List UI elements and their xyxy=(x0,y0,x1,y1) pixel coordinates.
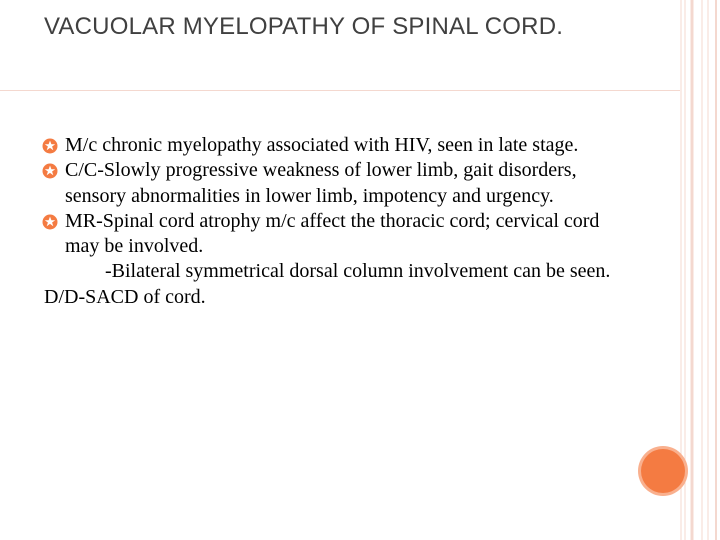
star-icon xyxy=(42,163,58,179)
bullet-text: C/C-Slowly progressive weakness of lower limb, gait disorders, sensory abnormalities in lower limb, impotency and urgency. xyxy=(65,159,577,207)
bullet-item xyxy=(44,133,624,158)
bullet-item xyxy=(44,158,624,209)
slide-title: VACUOLAR MYELOPATHY OF SPINAL CORD. xyxy=(44,13,564,40)
bullet-text: MR-Spinal cord atrophy m/c affect the thoracic cord; cervical cord may be involved. xyxy=(65,209,600,258)
differential-diagnosis: D/D-SACD of cord. xyxy=(44,285,206,308)
bullet-text: M/c chronic myelopathy associated with HIV, seen in late stage. xyxy=(65,134,579,156)
continuation-text xyxy=(44,259,624,284)
star-icon xyxy=(42,214,58,230)
star-icon xyxy=(42,138,58,154)
continuation-text-content: -Bilateral symmetrical dorsal column involvement can be seen. xyxy=(105,260,611,283)
header-divider xyxy=(0,90,680,91)
bullet-item xyxy=(44,209,624,260)
decorative-circle xyxy=(641,449,685,493)
decorative-vertical-lines xyxy=(680,0,720,540)
slide-body xyxy=(44,133,624,310)
